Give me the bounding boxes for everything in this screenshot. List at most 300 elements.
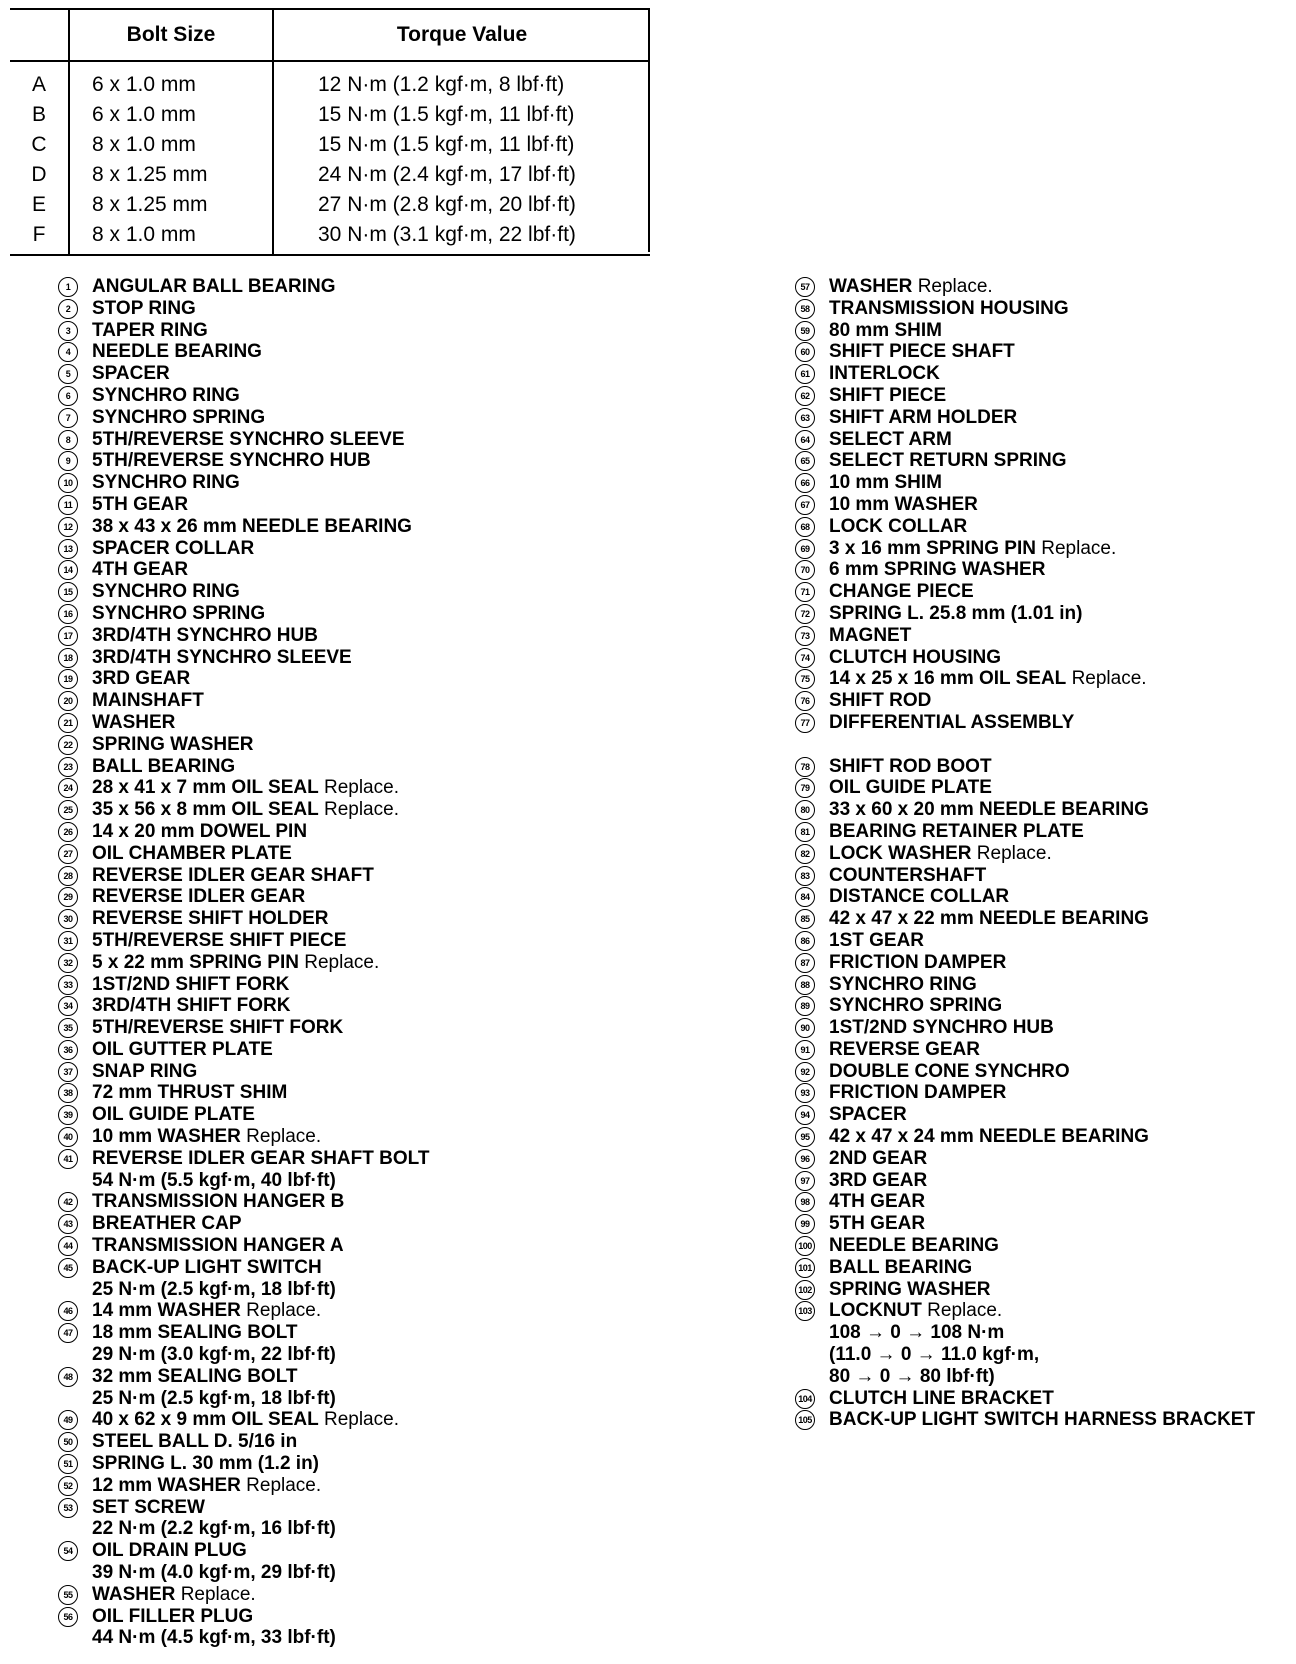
item-number: 13 bbox=[58, 539, 78, 559]
item-number: 44 bbox=[58, 1236, 78, 1256]
part-name: SYNCHRO SPRING bbox=[92, 406, 266, 428]
part-name: 3RD/4TH SYNCHRO HUB bbox=[92, 624, 318, 646]
list-item bbox=[58, 843, 678, 865]
part-name: 5TH GEAR bbox=[829, 1213, 926, 1235]
part-name: BEARING RETAINER PLATE bbox=[829, 820, 1084, 842]
part-name: 12 mm WASHER bbox=[92, 1474, 241, 1496]
part-name: SHIFT ROD BOOT bbox=[829, 755, 992, 777]
item-number: 18 bbox=[58, 648, 78, 668]
item-number: 83 bbox=[795, 866, 815, 886]
item-text bbox=[829, 1279, 991, 1301]
item-number: 3 bbox=[58, 321, 78, 341]
list-item bbox=[795, 1213, 1295, 1235]
list-item bbox=[795, 756, 1295, 778]
item-number: 93 bbox=[795, 1083, 815, 1103]
item-number: 37 bbox=[58, 1062, 78, 1082]
item-number: 100 bbox=[795, 1236, 815, 1256]
list-item bbox=[58, 668, 678, 690]
list-item bbox=[795, 625, 1295, 647]
torque-spec: 80 → 0 → 80 lbf·ft) bbox=[829, 1365, 995, 1387]
item-text bbox=[92, 494, 188, 516]
item-text bbox=[829, 341, 1015, 363]
item-number: 34 bbox=[58, 996, 78, 1016]
part-name: CHANGE PIECE bbox=[829, 581, 974, 603]
part-note: Replace. bbox=[976, 842, 1052, 864]
item-text bbox=[92, 690, 204, 712]
part-name: 28 x 41 x 7 mm OIL SEAL bbox=[92, 777, 319, 799]
item-text bbox=[92, 1584, 256, 1606]
torque-value: 15 N·m (1.5 kgf·m, 11 lbf·ft) bbox=[318, 103, 575, 126]
list-item bbox=[58, 777, 678, 799]
list-item bbox=[58, 516, 678, 538]
part-name: REVERSE IDLER GEAR SHAFT BOLT bbox=[92, 1147, 430, 1169]
item-text bbox=[829, 995, 1002, 1017]
item-text bbox=[829, 1257, 972, 1279]
item-text bbox=[92, 1017, 343, 1039]
item-text bbox=[92, 1191, 344, 1213]
part-name: TRANSMISSION HANGER A bbox=[92, 1235, 344, 1257]
item-number: 22 bbox=[58, 735, 78, 755]
list-item bbox=[795, 668, 1295, 690]
item-number: 19 bbox=[58, 669, 78, 689]
item-number: 89 bbox=[795, 996, 815, 1016]
list-item bbox=[58, 1606, 678, 1650]
item-number: 39 bbox=[58, 1105, 78, 1125]
item-text bbox=[829, 821, 1084, 843]
item-text bbox=[92, 603, 265, 625]
item-text bbox=[829, 1061, 1070, 1083]
item-text bbox=[829, 930, 924, 952]
list-item bbox=[795, 1279, 1295, 1301]
list-item bbox=[795, 1082, 1295, 1104]
item-number: 74 bbox=[795, 648, 815, 668]
list-item bbox=[795, 603, 1295, 625]
list-item bbox=[58, 1126, 678, 1148]
list-item bbox=[795, 712, 1295, 734]
table-row bbox=[10, 61, 650, 100]
part-name: DOUBLE CONE SYNCHRO bbox=[829, 1060, 1070, 1082]
torque-spec: (11.0 → 0 → 11.0 kgf·m, bbox=[829, 1344, 1040, 1366]
part-name: TAPER RING bbox=[92, 319, 208, 341]
item-text bbox=[92, 1039, 273, 1061]
part-name: SYNCHRO SPRING bbox=[92, 602, 266, 624]
item-number: 55 bbox=[58, 1585, 78, 1605]
part-name: ANGULAR BALL BEARING bbox=[92, 276, 336, 297]
list-item bbox=[795, 647, 1295, 669]
list-item bbox=[795, 298, 1295, 320]
item-text bbox=[92, 952, 379, 974]
part-name: LOCKNUT bbox=[829, 1300, 922, 1322]
part-name: TRANSMISSION HOUSING bbox=[829, 297, 1069, 319]
item-number: 79 bbox=[795, 778, 815, 798]
list-item bbox=[58, 1191, 678, 1213]
list-item bbox=[58, 821, 678, 843]
item-number: 46 bbox=[58, 1301, 78, 1321]
item-text bbox=[829, 320, 942, 342]
item-number: 96 bbox=[795, 1149, 815, 1169]
item-number: 68 bbox=[795, 517, 815, 537]
item-text bbox=[829, 1191, 925, 1213]
item-text bbox=[829, 1039, 980, 1061]
item-text bbox=[829, 1235, 999, 1257]
torque-spec: 44 N·m (4.5 kgf·m, 33 lbf·ft) bbox=[92, 1627, 336, 1649]
item-number: 57 bbox=[795, 277, 815, 297]
item-number: 21 bbox=[58, 713, 78, 733]
list-item bbox=[795, 1126, 1295, 1148]
torque-spec: 108 → 0 → 108 N·m bbox=[829, 1322, 1005, 1344]
part-name: REVERSE IDLER GEAR bbox=[92, 886, 306, 908]
item-number: 78 bbox=[795, 757, 815, 777]
list-item bbox=[795, 1191, 1295, 1213]
item-text bbox=[92, 821, 307, 843]
row-letter: E bbox=[31, 193, 46, 216]
part-name: OIL FILLER PLUG bbox=[92, 1605, 254, 1627]
part-name: SET SCREW bbox=[92, 1496, 205, 1518]
list-item bbox=[58, 886, 678, 908]
part-name: WASHER bbox=[92, 1583, 176, 1605]
item-number: 99 bbox=[795, 1214, 815, 1234]
list-item bbox=[795, 1170, 1295, 1192]
list-item bbox=[58, 1061, 678, 1083]
part-name: 1ST GEAR bbox=[829, 929, 925, 951]
item-text bbox=[92, 1409, 399, 1431]
torque-value: 27 N·m (2.8 kgf·m, 20 lbf·ft) bbox=[318, 193, 576, 216]
item-text bbox=[829, 538, 1116, 560]
list-item bbox=[795, 494, 1295, 516]
item-number: 8 bbox=[58, 430, 78, 450]
item-number: 9 bbox=[58, 451, 78, 471]
list-item bbox=[58, 538, 678, 560]
list-item bbox=[795, 429, 1295, 451]
part-name: REVERSE IDLER GEAR SHAFT bbox=[92, 864, 374, 886]
torque-spec: 25 N·m (2.5 kgf·m, 18 lbf·ft) bbox=[92, 1278, 336, 1300]
item-text bbox=[829, 886, 1009, 908]
list-item bbox=[795, 865, 1295, 887]
item-text bbox=[829, 1126, 1149, 1148]
item-number: 27 bbox=[58, 844, 78, 864]
list-item bbox=[795, 1061, 1295, 1083]
part-note: Replace. bbox=[246, 1126, 322, 1148]
item-number: 98 bbox=[795, 1192, 815, 1212]
part-name: 3 x 16 mm SPRING PIN bbox=[829, 537, 1036, 559]
list-item bbox=[58, 1475, 678, 1497]
list-item bbox=[58, 603, 678, 625]
parts-list-left bbox=[58, 276, 678, 1649]
bolt-size: 8 x 1.25 mm bbox=[69, 190, 273, 220]
item-text bbox=[92, 1126, 321, 1148]
item-number: 69 bbox=[795, 539, 815, 559]
item-text bbox=[92, 1104, 255, 1126]
part-name: STEEL BALL D. 5/16 in bbox=[92, 1431, 298, 1453]
part-note: Replace. bbox=[246, 1474, 322, 1496]
list-item bbox=[58, 734, 678, 756]
item-number: 6 bbox=[58, 386, 78, 406]
torque-value: 30 N·m (3.1 kgf·m, 22 lbf·ft) bbox=[273, 220, 650, 255]
part-name: 2ND GEAR bbox=[829, 1147, 928, 1169]
list-item bbox=[58, 930, 678, 952]
item-text bbox=[92, 647, 352, 669]
part-name: 42 x 47 x 24 mm NEEDLE BEARING bbox=[829, 1126, 1149, 1148]
item-text bbox=[92, 1453, 319, 1475]
list-item bbox=[58, 690, 678, 712]
part-name: 10 mm WASHER bbox=[92, 1126, 241, 1148]
part-name: REVERSE SHIFT HOLDER bbox=[92, 908, 329, 930]
part-note: Replace. bbox=[323, 777, 399, 799]
item-number: 102 bbox=[795, 1280, 815, 1300]
item-number: 23 bbox=[58, 757, 78, 777]
item-number: 4 bbox=[58, 342, 78, 362]
item-number: 10 bbox=[58, 473, 78, 493]
list-item bbox=[58, 276, 678, 298]
item-number: 63 bbox=[795, 408, 815, 428]
item-text bbox=[92, 1606, 336, 1650]
item-number: 24 bbox=[58, 778, 78, 798]
item-text bbox=[829, 1409, 1255, 1431]
item-number: 53 bbox=[58, 1498, 78, 1518]
part-name: 14 mm WASHER bbox=[92, 1300, 241, 1322]
row-letter: F bbox=[10, 220, 69, 255]
item-number: 60 bbox=[795, 342, 815, 362]
table-border bbox=[648, 8, 650, 252]
item-text bbox=[92, 1475, 321, 1497]
part-name: 1ST/2ND SYNCHRO HUB bbox=[829, 1017, 1054, 1039]
item-text bbox=[92, 974, 289, 996]
item-text bbox=[829, 494, 978, 516]
table-row bbox=[10, 160, 650, 190]
item-number: 20 bbox=[58, 691, 78, 711]
part-name: 33 x 60 x 20 mm NEEDLE BEARING bbox=[829, 799, 1149, 821]
list-item bbox=[58, 647, 678, 669]
item-number: 17 bbox=[58, 626, 78, 646]
list-item bbox=[58, 472, 678, 494]
list-item bbox=[58, 429, 678, 451]
part-name: 5TH/REVERSE SHIFT FORK bbox=[92, 1017, 344, 1039]
item-text bbox=[829, 298, 1069, 320]
item-number: 40 bbox=[58, 1127, 78, 1147]
item-number: 56 bbox=[58, 1607, 78, 1627]
item-number: 66 bbox=[795, 473, 815, 493]
item-text bbox=[829, 429, 952, 451]
part-name: SELECT RETURN SPRING bbox=[829, 450, 1067, 472]
item-text bbox=[92, 1366, 336, 1410]
header-torque-value: Torque Value bbox=[396, 23, 528, 46]
item-text bbox=[829, 1388, 1054, 1410]
item-text bbox=[92, 756, 235, 778]
part-note: Replace. bbox=[323, 799, 399, 821]
item-text bbox=[92, 930, 346, 952]
list-item bbox=[58, 625, 678, 647]
list-item bbox=[795, 1235, 1295, 1257]
part-name: 10 mm SHIM bbox=[829, 472, 942, 494]
part-name: 4TH GEAR bbox=[92, 559, 189, 581]
torque-table-header bbox=[10, 9, 650, 61]
part-name: SPACER bbox=[829, 1104, 907, 1126]
part-name: SHIFT PIECE bbox=[829, 384, 947, 406]
list-item bbox=[795, 1300, 1295, 1387]
list-item bbox=[795, 581, 1295, 603]
item-number: 84 bbox=[795, 887, 815, 907]
item-text bbox=[829, 516, 967, 538]
item-number: 103 bbox=[795, 1301, 815, 1321]
part-name: WASHER bbox=[92, 711, 176, 733]
part-name: 18 mm SEALING BOLT bbox=[92, 1322, 298, 1344]
part-name: SHIFT ROD bbox=[829, 690, 932, 712]
item-number: 25 bbox=[58, 800, 78, 820]
part-name: SPRING L. 25.8 mm (1.01 in) bbox=[829, 602, 1083, 624]
list-item bbox=[58, 799, 678, 821]
row-letter: B bbox=[31, 103, 46, 126]
item-text bbox=[829, 1213, 925, 1235]
part-name: BACK-UP LIGHT SWITCH bbox=[92, 1256, 322, 1278]
item-number: 28 bbox=[58, 866, 78, 886]
torque-spec: 39 N·m (4.0 kgf·m, 29 lbf·ft) bbox=[92, 1562, 336, 1584]
item-number: 26 bbox=[58, 822, 78, 842]
item-text bbox=[92, 1148, 429, 1192]
list-item bbox=[795, 559, 1295, 581]
part-name: SYNCHRO RING bbox=[829, 973, 977, 995]
list-item bbox=[58, 1409, 678, 1431]
torque-table bbox=[10, 8, 650, 256]
part-name: 4TH GEAR bbox=[829, 1191, 926, 1213]
item-number: 7 bbox=[58, 408, 78, 428]
list-item bbox=[795, 538, 1295, 560]
list-item bbox=[795, 1039, 1295, 1061]
item-number: 77 bbox=[795, 713, 815, 733]
list-item bbox=[795, 777, 1295, 799]
part-name: 1ST/2ND SHIFT FORK bbox=[92, 973, 290, 995]
item-number: 29 bbox=[58, 887, 78, 907]
list-item bbox=[58, 320, 678, 342]
parts-list-right bbox=[795, 276, 1295, 1431]
part-name: SPACER COLLAR bbox=[92, 537, 255, 559]
item-number: 70 bbox=[795, 560, 815, 580]
item-text bbox=[829, 668, 1147, 690]
list-item bbox=[58, 1104, 678, 1126]
item-number: 101 bbox=[795, 1258, 815, 1278]
item-number: 62 bbox=[795, 386, 815, 406]
part-name: 5 x 22 mm SPRING PIN bbox=[92, 951, 299, 973]
item-text bbox=[92, 363, 170, 385]
part-name: 5TH/REVERSE SHIFT PIECE bbox=[92, 929, 347, 951]
item-text bbox=[92, 450, 371, 472]
item-text bbox=[92, 276, 335, 298]
bolt-size: 6 x 1.0 mm bbox=[69, 100, 273, 130]
part-name: SPRING WASHER bbox=[92, 733, 254, 755]
bolt-size: 8 x 1.0 mm bbox=[69, 220, 273, 255]
item-text bbox=[829, 1170, 927, 1192]
item-text bbox=[92, 1061, 197, 1083]
item-number: 33 bbox=[58, 975, 78, 995]
part-name: 35 x 56 x 8 mm OIL SEAL bbox=[92, 799, 319, 821]
item-number: 52 bbox=[58, 1476, 78, 1496]
part-note: Replace. bbox=[246, 1300, 322, 1322]
part-name: INTERLOCK bbox=[829, 363, 940, 385]
item-number: 94 bbox=[795, 1105, 815, 1125]
list-item bbox=[58, 1366, 678, 1410]
list-item bbox=[58, 1540, 678, 1584]
list-item bbox=[58, 865, 678, 887]
part-name: 5TH/REVERSE SYNCHRO HUB bbox=[92, 450, 371, 472]
list-item bbox=[795, 1148, 1295, 1170]
item-text bbox=[92, 865, 374, 887]
item-text bbox=[829, 974, 977, 996]
table-row bbox=[10, 130, 650, 160]
row-letter: C bbox=[31, 133, 47, 156]
row-letter: A bbox=[31, 73, 46, 96]
item-number: 82 bbox=[795, 844, 815, 864]
item-number: 73 bbox=[795, 626, 815, 646]
part-name: SELECT ARM bbox=[829, 428, 952, 450]
item-text bbox=[92, 734, 254, 756]
list-item bbox=[58, 1453, 678, 1475]
item-number: 51 bbox=[58, 1454, 78, 1474]
part-name: 5TH/REVERSE SYNCHRO SLEEVE bbox=[92, 428, 405, 450]
item-number: 12 bbox=[58, 517, 78, 537]
item-text bbox=[92, 516, 412, 538]
list-item bbox=[58, 298, 678, 320]
item-number: 5 bbox=[58, 364, 78, 384]
item-text bbox=[92, 1235, 344, 1257]
list-item bbox=[795, 450, 1295, 472]
list-item bbox=[58, 450, 678, 472]
item-number: 91 bbox=[795, 1040, 815, 1060]
list-item bbox=[795, 952, 1295, 974]
list-item bbox=[795, 341, 1295, 363]
part-name: REVERSE GEAR bbox=[829, 1038, 980, 1060]
part-name: SHIFT ARM HOLDER bbox=[829, 406, 1018, 428]
item-text bbox=[829, 865, 986, 887]
list-item bbox=[58, 385, 678, 407]
list-item bbox=[795, 1104, 1295, 1126]
item-text bbox=[92, 1497, 336, 1541]
part-name: CLUTCH LINE BRACKET bbox=[829, 1387, 1054, 1409]
item-number: 42 bbox=[58, 1192, 78, 1212]
item-text bbox=[92, 407, 265, 429]
item-number: 35 bbox=[58, 1018, 78, 1038]
list-item bbox=[795, 690, 1295, 712]
part-name: 14 x 25 x 16 mm OIL SEAL bbox=[829, 668, 1067, 690]
part-name: SYNCHRO RING bbox=[92, 581, 240, 603]
part-name: SNAP RING bbox=[92, 1060, 198, 1082]
item-number: 88 bbox=[795, 975, 815, 995]
item-text bbox=[92, 625, 318, 647]
part-name: NEEDLE BEARING bbox=[829, 1235, 999, 1257]
item-number: 104 bbox=[795, 1389, 815, 1409]
part-name: WASHER bbox=[829, 276, 913, 297]
list-item bbox=[58, 1017, 678, 1039]
item-number: 71 bbox=[795, 582, 815, 602]
header-bolt-size: Bolt Size bbox=[69, 9, 273, 61]
item-text bbox=[92, 668, 190, 690]
list-item bbox=[58, 341, 678, 363]
list-item bbox=[58, 712, 678, 734]
part-name: FRICTION DAMPER bbox=[829, 1082, 1007, 1104]
part-name: SYNCHRO SPRING bbox=[829, 995, 1003, 1017]
item-text bbox=[829, 777, 992, 799]
list-item bbox=[58, 1257, 678, 1301]
item-number: 92 bbox=[795, 1062, 815, 1082]
item-number: 14 bbox=[58, 560, 78, 580]
list-item bbox=[795, 363, 1295, 385]
item-number: 31 bbox=[58, 931, 78, 951]
torque-spec: 25 N·m (2.5 kgf·m, 18 lbf·ft) bbox=[92, 1387, 336, 1409]
part-name: OIL GUIDE PLATE bbox=[92, 1104, 255, 1126]
part-name: CLUTCH HOUSING bbox=[829, 646, 1002, 668]
bolt-size: 6 x 1.0 mm bbox=[69, 61, 273, 100]
list-item bbox=[795, 930, 1295, 952]
item-text bbox=[829, 625, 911, 647]
list-item bbox=[58, 1497, 678, 1541]
